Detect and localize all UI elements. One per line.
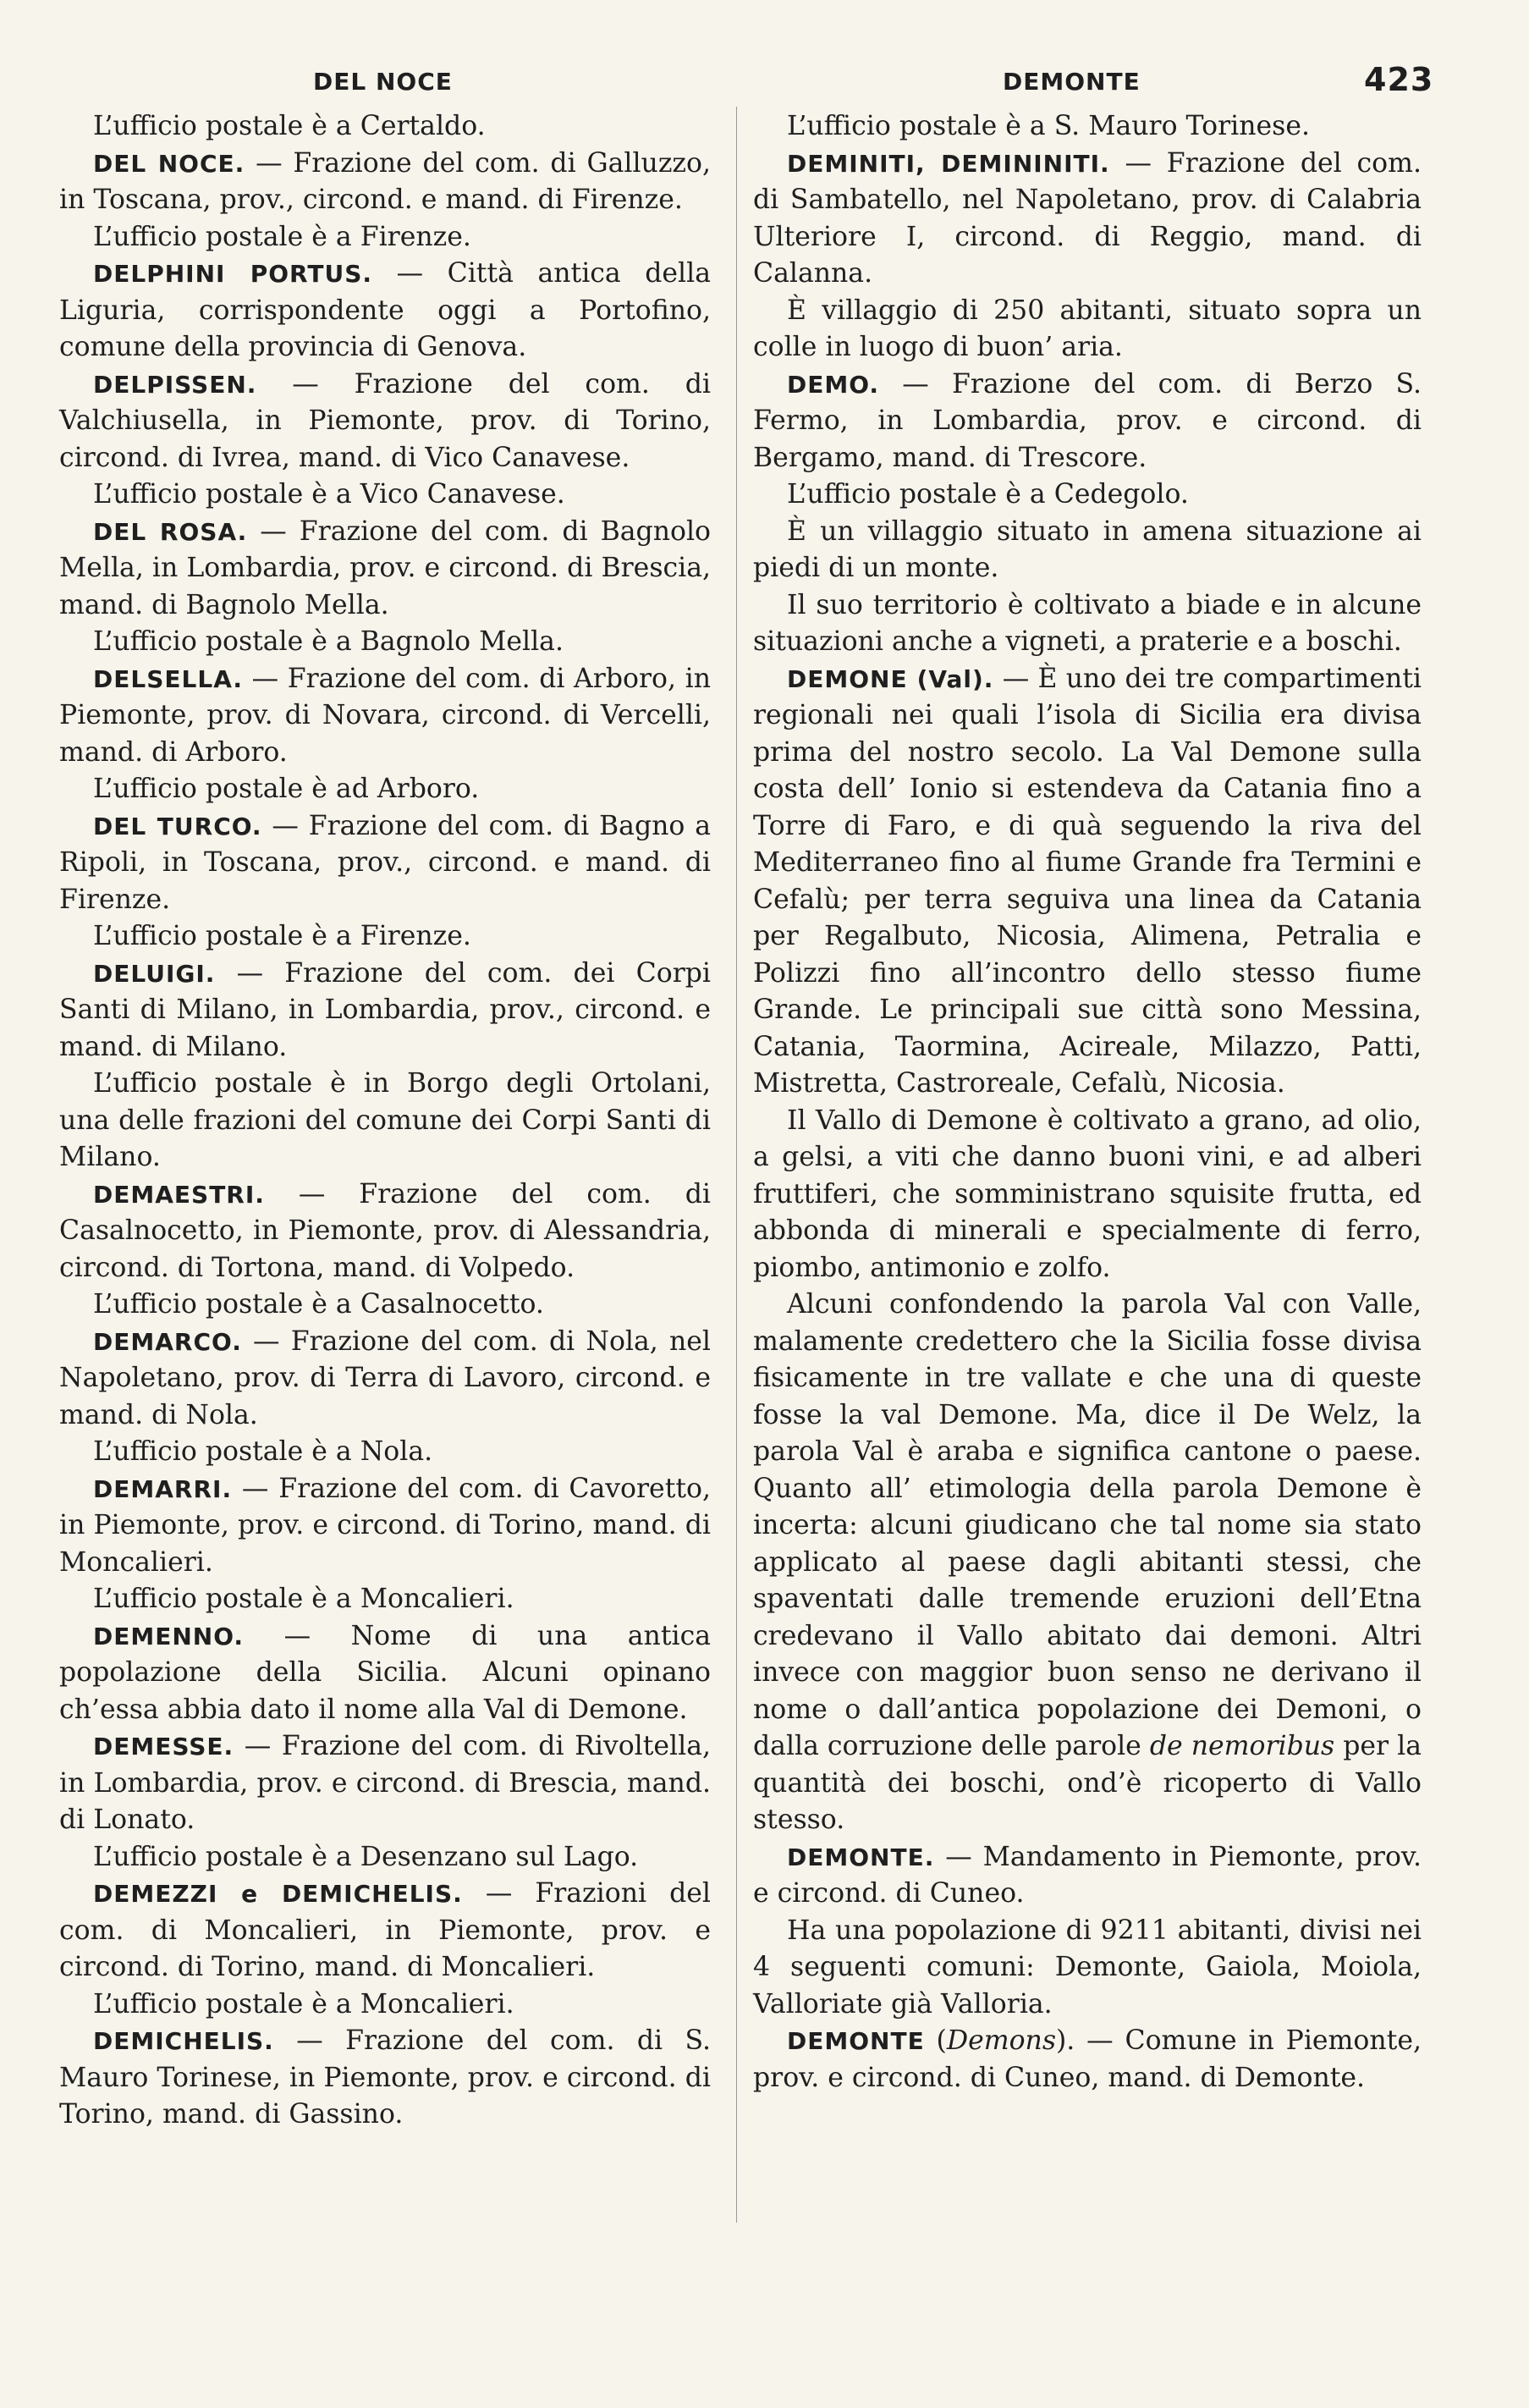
- entry-headword: DEMEZZI e DEMICHELIS.: [93, 1880, 463, 1908]
- dictionary-entry: [59, 661, 711, 772]
- entry-headword: DEMONTE: [787, 2027, 925, 2055]
- entry-paragraph: [753, 293, 1422, 366]
- entry-text: — Frazione del com. di Sambatello, nel Napoletano, prov. di Calabria Ulteriore I, circond. di Reggio, mand. di Calanna.: [753, 147, 1422, 289]
- entry-paragraph: [753, 514, 1422, 587]
- entry-italic: de nemoribus: [1141, 1731, 1335, 1761]
- page-number: 423: [1364, 61, 1434, 98]
- entry-text: — Frazione del com. di S. Mauro Torinese, in Piemonte, prov. e circond. di Torino, mand. di Gassino.: [59, 2025, 711, 2130]
- dictionary-entry: [59, 808, 711, 919]
- entry-text: L’ufficio postale è a Bagnolo Mella.: [93, 626, 564, 657]
- entry-text: L’ufficio postale è a S. Mauro Torinese.: [787, 111, 1310, 141]
- entry-paragraph: [59, 1986, 711, 2024]
- entry-text: L’ufficio postale è a Cedegolo.: [787, 479, 1189, 510]
- entry-text: L’ufficio postale è a Moncalieri.: [93, 1584, 514, 1614]
- entry-text: — Frazione del com. di Rivoltella, in Lombardia, prov. e circond. di Brescia, mand. di Lonato.: [59, 1731, 711, 1835]
- entry-paragraph: [59, 624, 711, 661]
- entry-headword: DEMENNO.: [93, 1622, 245, 1650]
- entry-headword: DEMICHELIS.: [93, 2027, 274, 2055]
- entry-text: — Frazione del com. di Cavoretto, in Piemonte, prov. e circond. di Torino, mand. di Moncalieri.: [59, 1473, 711, 1578]
- entry-text: L’ufficio postale è a Moncalieri.: [93, 1988, 514, 2020]
- entry-text: — Frazione del com. di Bagno a Ripoli, in Toscana, prov., circond. e mand. di Firenze.: [59, 810, 711, 915]
- dictionary-entry: [59, 256, 711, 366]
- entry-text: — Frazione del com. dei Corpi Santi di Milano, in Lombardia, prov., circond. e mand. di Milano.: [59, 957, 711, 1062]
- entry-text: È un villaggio situato in amena situazione ai piedi di un monte.: [753, 515, 1422, 583]
- dictionary-entry: [59, 1728, 711, 1839]
- entry-headword: DEMINITI, DEMININITI.: [787, 149, 1110, 178]
- entry-text: L’ufficio postale è in Borgo degli Ortolani, una delle frazioni del comune dei Corpi Santi di Milano.: [59, 1068, 711, 1172]
- dictionary-entry: [59, 366, 711, 477]
- entry-tail: ). — Comune in Piemonte, prov. e circond. di Cuneo, mand. di Demonte.: [753, 2025, 1422, 2093]
- entry-headword: DEL TURCO.: [93, 812, 262, 840]
- entry-text: — Frazione del com. di Nola, nel Napoletano, prov. di Terra di Lavoro, circond. e mand. di Nola.: [59, 1325, 711, 1430]
- entry-text: Ha una popolazione di 9211 abitanti, divisi nei 4 seguenti comuni: Demonte, Gaiola, Moiola, Valloriate già Valloria.: [753, 1915, 1422, 2020]
- entry-paragraph: [59, 1581, 711, 1618]
- dictionary-entry: [753, 366, 1422, 477]
- entry-text: Il Vallo di Demone è coltivato a grano, ad olio, a gelsi, a viti che danno buoni vini, e ad alberi fruttiferi, che somministrano squisite frutta, ed abbonda di minerali e specialmente di ferro, piombo, antimonio e zolfo.: [753, 1105, 1422, 1283]
- dictionary-entry: [59, 2023, 711, 2134]
- entry-text: Il suo territorio è coltivato a biade e in alcune situazioni anche a vigneti, a praterie e a boschi.: [753, 589, 1422, 657]
- left-column: [59, 108, 711, 2134]
- entry-paragraph: [59, 918, 711, 956]
- entry-text: L’ufficio postale è ad Arboro.: [93, 774, 480, 804]
- running-head-right: DEMONTE: [1003, 68, 1141, 96]
- entry-headword: DEL ROSA.: [93, 517, 248, 546]
- dictionary-entry: [59, 1471, 711, 1582]
- entry-text: — Mandamento in Piemonte, prov. e circond. di Cuneo.: [753, 1841, 1422, 1909]
- entry-tail: per la quantità dei boschi, ond’è ricoperto di Vallo stesso.: [753, 1731, 1422, 1835]
- entry-text: — Città antica della Liguria, corrispondente oggi a Portofino, comune della provincia di Genova.: [59, 258, 711, 362]
- entry-text: L’ufficio postale è a Firenze.: [93, 221, 471, 252]
- entry-text: Alcuni confondendo la parola Val con Valle, malamente credettero che la Sicilia fosse divisa fisicamente in tre vallate e che una di queste fosse la val Demone. Ma, dice il De Welz, la parola Val è araba e significa cantone o paese. Quanto all’ etimologia della parola Demone è incerta: alcuni giudicano che tal nome sia stato applicato al paese dagli abitanti stessi, che spaventati dalle tremende eruzioni dell’Etna credevano il Vallo abitato dai demoni. Altri invece con maggior buon senso ne derivano il nome o dall’antica popolazione dei Demoni, o dalla corruzione delle parole: [753, 1289, 1422, 1761]
- dictionary-entry: [59, 146, 711, 219]
- entry-text: — Nome di una antica popolazione della Sicilia. Alcuni opinano ch’essa abbia dato il nome alla Val di Demone.: [59, 1620, 711, 1725]
- entry-text: — Frazioni del com. di Moncalieri, in Piemonte, prov. e circond. di Torino, mand. di Moncalieri.: [59, 1878, 711, 1982]
- dictionary-entry: [59, 1176, 711, 1287]
- entry-paragraph: [753, 587, 1422, 661]
- entry-paragraph: [59, 1839, 711, 1876]
- entry-paragraph: [59, 108, 711, 146]
- entry-paragraph: [753, 477, 1422, 514]
- entry-headword: DELSELLA.: [93, 664, 244, 693]
- entry-headword: DEL NOCE.: [93, 149, 245, 178]
- entry-headword: DEMONTE.: [787, 1843, 935, 1871]
- entry-text: L’ufficio postale è a Casalnocetto.: [93, 1289, 544, 1320]
- entry-paragraph: [753, 1103, 1422, 1287]
- entry-text: — Frazione del com. di Arboro, in Piemonte, prov. di Novara, circond. di Vercelli, mand. di Arboro.: [59, 663, 711, 768]
- entry-paragraph: [753, 108, 1422, 146]
- dictionary-entry: [59, 1876, 711, 1986]
- entry-italic: Demons: [946, 2025, 1057, 2056]
- entry-headword: DEMARRI.: [93, 1474, 233, 1503]
- entry-headword: DELPHINI PORTUS.: [93, 260, 372, 288]
- dictionary-entry: [753, 2023, 1422, 2097]
- entry-text: — Frazione del com. di Valchiusella, in Piemonte, prov. di Torino, circond. di Ivrea, mand. di Vico Canavese.: [59, 368, 711, 473]
- entry-paragraph: [59, 1287, 711, 1324]
- dictionary-entry: [59, 1618, 711, 1729]
- right-column: [753, 108, 1422, 2097]
- entry-text: (: [924, 2025, 947, 2056]
- entry-text: L’ufficio postale è a Nola.: [93, 1436, 433, 1467]
- entry-headword: DEMARCO.: [93, 1327, 242, 1356]
- entry-text: L’ufficio postale è a Firenze.: [93, 921, 471, 951]
- entry-text: L’ufficio postale è a Vico Canavese.: [93, 479, 565, 510]
- entry-paragraph: [59, 219, 711, 256]
- dictionary-entry: [59, 1324, 711, 1435]
- entry-headword: DEMO.: [787, 370, 880, 399]
- entry-text: L’ufficio postale è a Desenzano sul Lago.: [93, 1841, 639, 1872]
- dictionary-entry: [753, 661, 1422, 1103]
- entry-text: L’ufficio postale è a Certaldo.: [93, 111, 486, 141]
- entry-text: — Frazione del com. di Casalnocetto, in Piemonte, prov. di Alessandria, circond. di Tortona, mand. di Volpedo.: [59, 1178, 711, 1283]
- entry-headword: DEMONE (Val).: [787, 664, 994, 693]
- column-divider: [736, 107, 737, 2223]
- dictionary-entry: [59, 514, 711, 625]
- entry-paragraph: [753, 1913, 1422, 2024]
- entry-headword: DEMESSE.: [93, 1733, 234, 1761]
- entry-paragraph: [59, 1434, 711, 1471]
- entry-headword: DELPISSEN.: [93, 370, 257, 399]
- entry-headword: DELUIGI.: [93, 959, 216, 988]
- entry-text: — Frazione del com. di Bagnolo Mella, in Lombardia, prov. e circond. di Brescia, mand. di Bagnolo Mella.: [59, 515, 711, 620]
- entry-headword: DEMAESTRI.: [93, 1180, 265, 1209]
- entry-text: — È uno dei tre compartimenti regionali nei quali l’isola di Sicilia era divisa prima del nostro secolo. La Val Demone sulla costa dell’ Ionio si estendeva da Catania fino a Torre di Faro, e di quà seguendo la riva del Mediterraneo fino al fiume Grande fra Termini e Cefalù; per terra seguiva una linea da Catania per Regalbuto, Nicosia, Alimena, Petralia e Polizzi fino all’incontro dello stesso fiume Grande. Le principali sue città sono Messina, Catania, Taormina, Acireale, Milazzo, Patti, Mistretta, Castroreale, Cefalù, Nicosia.: [753, 663, 1422, 1099]
- running-head-left: DEL NOCE: [313, 68, 453, 96]
- entry-text: — Frazione del com. di Berzo S. Fermo, in Lombardia, prov. e circond. di Bergamo, mand. di Trescore.: [753, 368, 1422, 473]
- entry-paragraph: [59, 1066, 711, 1176]
- dictionary-entry: [753, 146, 1422, 293]
- dictionary-entry: [59, 956, 711, 1066]
- entry-paragraph: [753, 1287, 1422, 1839]
- entry-text: È villaggio di 250 abitanti, situato sopra un colle in luogo di buon’ aria.: [753, 295, 1422, 362]
- entry-paragraph: [59, 477, 711, 514]
- entry-paragraph: [59, 771, 711, 808]
- dictionary-entry: [753, 1839, 1422, 1913]
- entry-text: — Frazione del com. di Galluzzo, in Toscana, prov., circond. e mand. di Firenze.: [59, 147, 711, 215]
